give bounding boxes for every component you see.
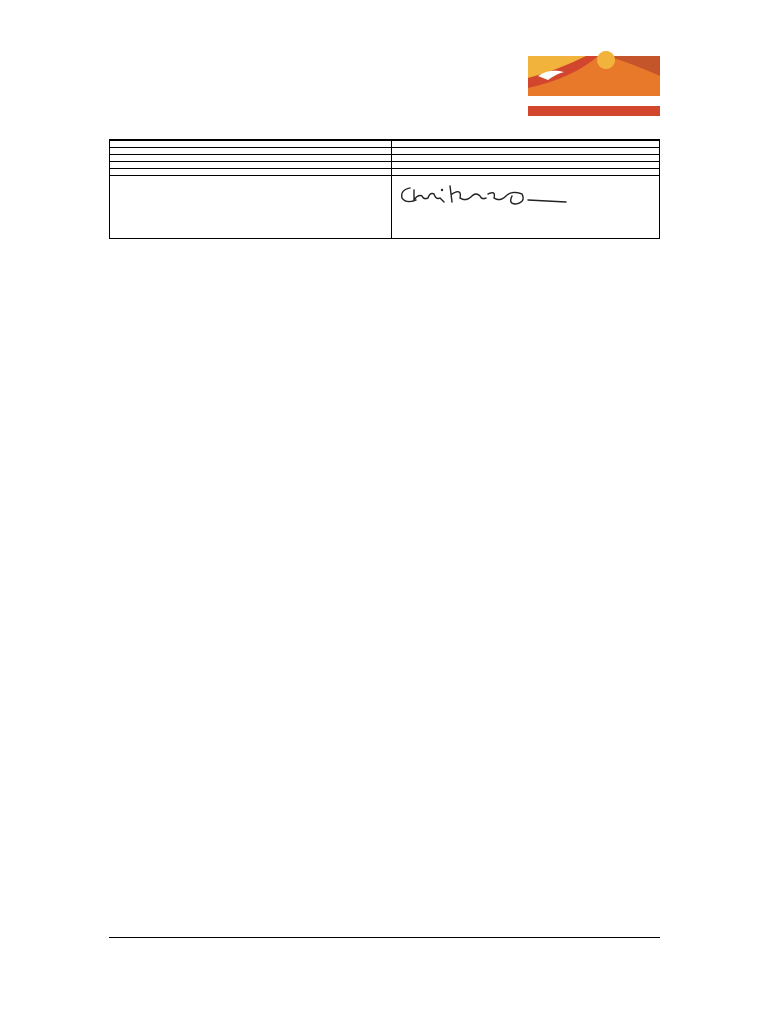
logo-sun-icon [597,51,615,69]
table-row [110,155,660,162]
table-row [110,162,660,169]
row-label [110,162,392,169]
approved-signature-cell [392,176,660,239]
row-label [110,148,392,155]
row-label [110,155,392,162]
row-value [392,162,660,169]
primary-objective-section [109,370,669,379]
council-logo [528,48,660,116]
position-info-table [109,141,660,239]
table-row [110,169,660,176]
row-value [392,155,660,162]
key-responsibilities-section [109,607,669,617]
footer-divider [109,937,660,938]
signature-image [396,180,576,210]
approved-row [110,176,660,239]
row-value [392,148,660,155]
row-value [392,169,660,176]
approved-label [110,176,392,239]
table-row [110,148,660,155]
row-label [110,169,392,176]
